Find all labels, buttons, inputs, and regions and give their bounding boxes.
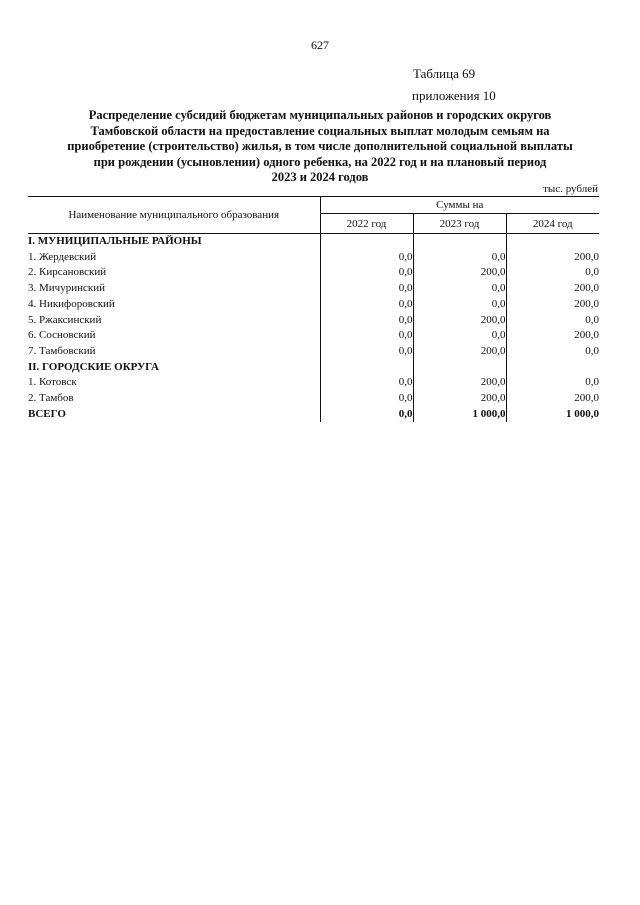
amount-2024: 200,0 xyxy=(574,329,600,342)
amount-2022 xyxy=(320,234,413,250)
header-name-column: Наименование муниципального образования xyxy=(28,197,320,234)
amount-2024 xyxy=(506,360,599,376)
municipality-name: ВСЕГО xyxy=(28,407,320,423)
section-heading: II. ГОРОДСКИЕ ОКРУГА xyxy=(28,360,320,376)
amount-2023: 0,0 xyxy=(413,250,506,266)
table-row xyxy=(28,297,599,313)
amount-2022: 0,0 xyxy=(320,328,413,344)
table-row xyxy=(28,313,599,329)
amount-2024: 200,0 xyxy=(574,297,600,310)
amount-2023 xyxy=(413,234,506,250)
amount-2022: 0,0 xyxy=(320,313,413,329)
subsidy-table xyxy=(28,196,599,422)
amount-2022: 0,0 xyxy=(320,265,413,281)
header-year-2022: 2022 год xyxy=(320,214,413,234)
appendix-label: приложения 10 xyxy=(412,88,496,103)
amount-2023: 200,0 xyxy=(413,313,506,329)
section-row xyxy=(28,360,599,376)
section-row xyxy=(28,234,599,250)
amount-2023: 200,0 xyxy=(413,375,506,391)
table-row xyxy=(28,328,599,344)
title-line: при рождении (усыновлении) одного ребенка, на 2022 год и на плановый период xyxy=(93,154,547,169)
section-heading: I. МУНИЦИПАЛЬНЫЕ РАЙОНЫ xyxy=(28,234,320,250)
amount-2022: 0,0 xyxy=(320,375,413,391)
table-row xyxy=(28,265,599,281)
amount-2023 xyxy=(413,360,506,376)
amount-2024: 0,0 xyxy=(585,313,600,326)
municipality-name: 2. Кирсановский xyxy=(28,265,320,281)
total-row xyxy=(28,407,599,423)
amount-2024 xyxy=(506,234,599,250)
municipality-name: 2. Тамбов xyxy=(28,391,320,407)
municipality-name: 4. Никифоровский xyxy=(28,297,320,313)
amount-2024: 0,0 xyxy=(585,266,600,279)
municipality-name: 1. Котовск xyxy=(28,375,320,391)
amount-2022: 0,0 xyxy=(320,407,413,423)
amount-2023: 0,0 xyxy=(413,328,506,344)
document-title xyxy=(40,108,600,186)
header-year-2024: 2024 год xyxy=(506,214,599,234)
municipality-name: 6. Сосновский xyxy=(28,328,320,344)
amount-2022: 0,0 xyxy=(320,297,413,313)
amount-2023: 200,0 xyxy=(413,265,506,281)
amount-2024: 0,0 xyxy=(585,376,600,389)
amount-2023: 0,0 xyxy=(413,297,506,313)
title-line: приобретение (строительство) жилья, в том числе дополнительной социальной выплаты xyxy=(67,139,573,153)
amount-2023: 1 000,0 xyxy=(413,407,506,423)
municipality-name: 5. Ржаксинский xyxy=(28,313,320,329)
amount-2023: 0,0 xyxy=(413,281,506,297)
amount-2022: 0,0 xyxy=(320,344,413,360)
units-label: тыс. рублей xyxy=(543,183,598,195)
amount-2022: 0,0 xyxy=(320,250,413,266)
table-row xyxy=(28,250,599,266)
amount-2024: 200,0 xyxy=(574,250,600,263)
header-year-2023: 2023 год xyxy=(413,214,506,234)
table-row xyxy=(28,375,599,391)
amount-2023: 200,0 xyxy=(413,391,506,407)
table-label: Таблица 69 xyxy=(413,66,476,81)
table-body xyxy=(28,234,599,423)
municipality-name: 3. Мичуринский xyxy=(28,281,320,297)
amount-2024: 200,0 xyxy=(574,392,600,405)
table-row xyxy=(28,391,599,407)
amount-2022: 0,0 xyxy=(320,281,413,297)
amount-2024: 0,0 xyxy=(585,344,600,357)
title-line: 2023 и 2024 годов xyxy=(271,170,369,184)
table-row xyxy=(28,344,599,360)
amount-2022: 0,0 xyxy=(320,391,413,407)
municipality-name: 7. Тамбовский xyxy=(28,344,320,360)
table-row xyxy=(28,281,599,297)
title-line: Тамбовской области на предоставление социальных выплат молодым семьям на xyxy=(90,123,550,138)
amount-2022 xyxy=(320,360,413,376)
amount-2024: 200,0 xyxy=(574,282,600,295)
header-sum-group: Суммы на xyxy=(320,197,599,214)
municipality-name: 1. Жердевский xyxy=(28,250,320,266)
title-line: Распределение субсидий бюджетам муниципальных районов и городских округов xyxy=(88,108,552,122)
page-number: 627 xyxy=(311,38,329,52)
amount-2023: 200,0 xyxy=(413,344,506,360)
amount-2024: 1 000,0 xyxy=(566,407,600,420)
